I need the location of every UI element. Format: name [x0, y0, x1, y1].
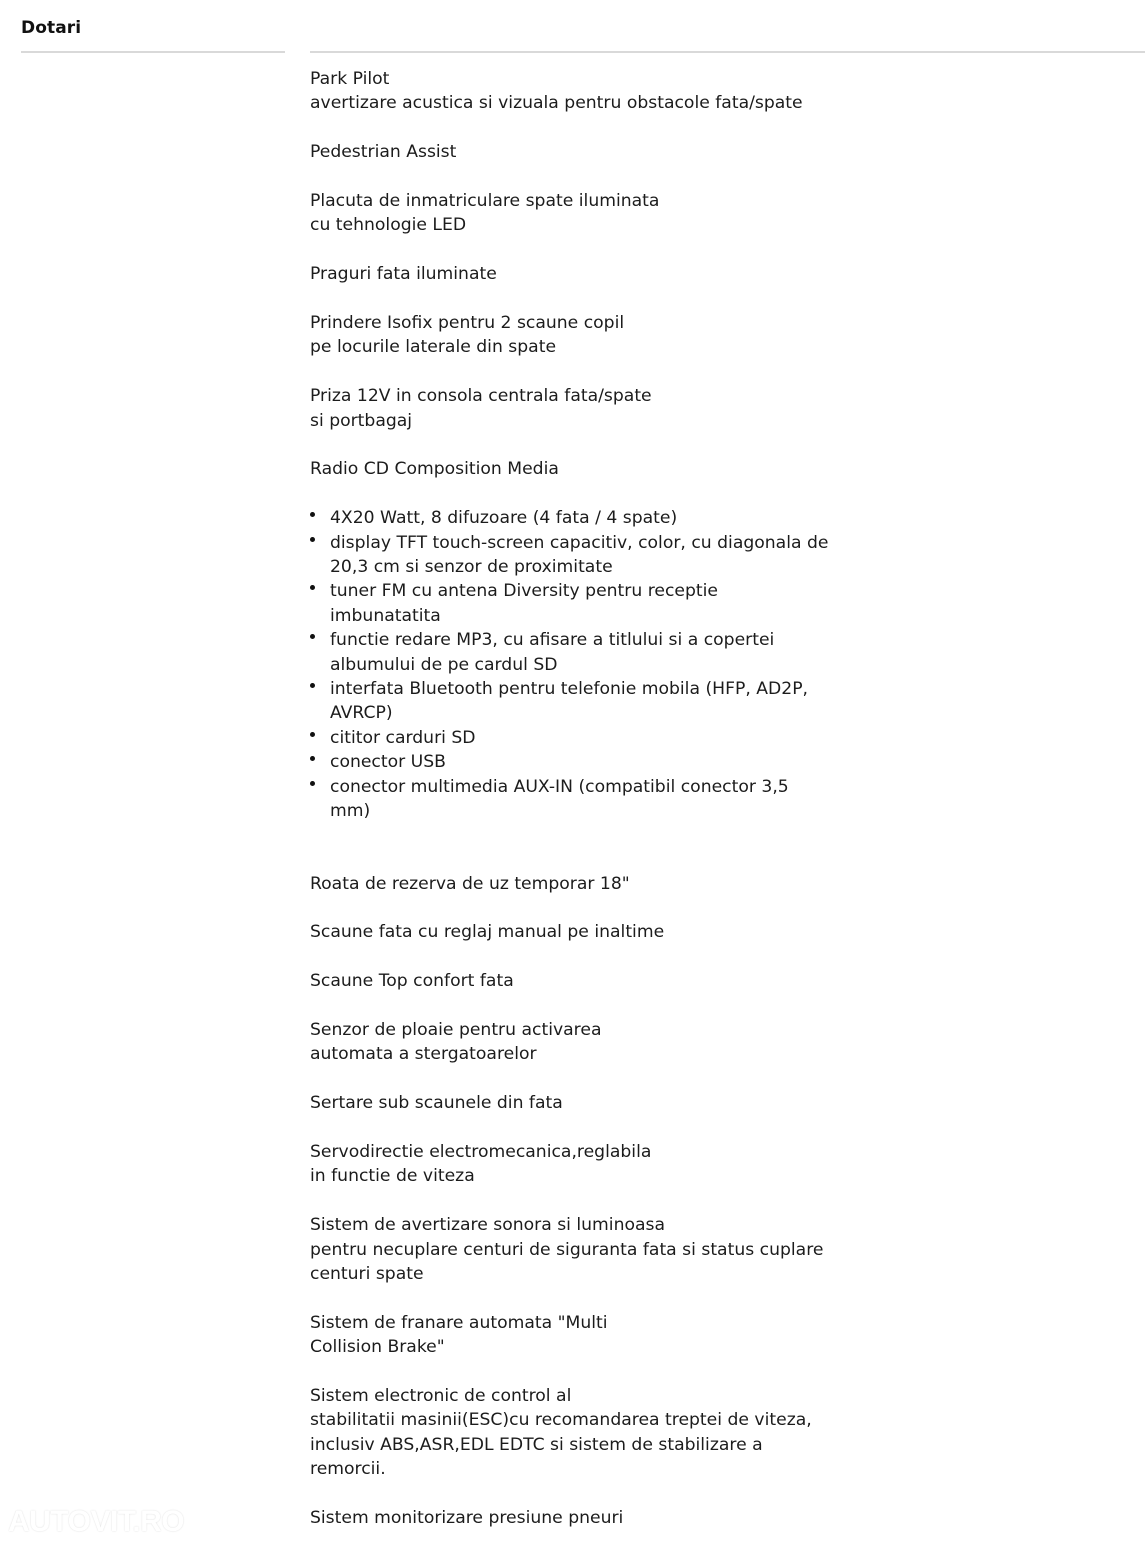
radio-bullet-list: [310, 506, 830, 823]
watermark-logo: AUTOVIT.RO: [8, 1505, 185, 1538]
list-item: conector multimedia AUX-IN (compatibil conector 3,5 mm): [310, 775, 830, 824]
feature-line: Pedestrian Assist: [310, 142, 457, 163]
list-item: display TFT touch-screen capacitiv, color, cu diagonala de 20,3 cm si senzor de proximitate: [310, 531, 830, 580]
feature-line: avertizare acustica si vizuala pentru obstacole fata/spate: [310, 93, 803, 114]
list-item: cititor carduri SD: [310, 726, 830, 750]
feature-spare-wheel: [310, 872, 910, 896]
feature-line: automata a stergatoarelor: [310, 1044, 537, 1065]
feature-line: in functie de viteza: [310, 1166, 475, 1187]
feature-line: Sistem de avertizare sonora si luminoasa: [310, 1215, 665, 1236]
feature-line: Senzor de ploaie pentru activarea: [310, 1019, 602, 1040]
feature-illuminated-sills: [310, 262, 910, 286]
feature-tire-pressure: [310, 1506, 910, 1530]
section-divider-left: [21, 51, 285, 53]
feature-line: Park Pilot: [310, 69, 390, 89]
feature-line: Sistem monitorizare presiune pneuri: [310, 1507, 624, 1528]
feature-line: pentru necuplare centuri de siguranta fata si status cuplare: [310, 1239, 824, 1260]
list-item: conector USB: [310, 750, 830, 774]
feature-line: cu tehnologie LED: [310, 215, 467, 236]
list-item: tuner FM cu antena Diversity pentru receptie imbunatatita: [310, 579, 830, 628]
feature-radio: [310, 457, 910, 823]
feature-line: Scaune Top confort fata: [310, 971, 514, 992]
feature-line: Radio CD Composition Media: [310, 459, 559, 480]
spacer: [310, 482, 910, 506]
feature-line: centuri spate: [310, 1263, 424, 1284]
feature-line: Placuta de inmatriculare spate iluminata: [310, 191, 660, 211]
feature-line: Sistem de franare automata "Multi: [310, 1312, 608, 1333]
feature-line: si portbagaj: [310, 410, 413, 431]
feature-line: inclusiv ABS,ASR,EDL EDTC si sistem de stabilizare a: [310, 1434, 763, 1455]
feature-line: Prindere Isofix pentru 2 scaune copil: [310, 313, 625, 333]
feature-multi-collision-brake: [310, 1311, 910, 1360]
feature-line: Collision Brake": [310, 1337, 445, 1358]
section-title: Dotari: [21, 18, 82, 38]
feature-line: stabilitatii masinii(ESC)cu recomandarea treptei de viteza,: [310, 1410, 812, 1431]
feature-seat-height: [310, 920, 910, 944]
feature-line: pe locurile laterale din spate: [310, 337, 557, 358]
feature-park-pilot: [310, 67, 910, 116]
feature-seat-drawers: [310, 1091, 910, 1115]
feature-line: Sertare sub scaunele din fata: [310, 1093, 563, 1114]
list-item: interfata Bluetooth pentru telefonie mobila (HFP, AD2P, AVRCP): [310, 677, 830, 726]
feature-rain-sensor: [310, 1018, 910, 1067]
section-divider-right: [310, 51, 1145, 53]
equipment-list: [310, 67, 910, 1555]
feature-line: Priza 12V in consola centrala fata/spate: [310, 386, 652, 407]
feature-line: Praguri fata iluminate: [310, 264, 497, 285]
feature-esc: [310, 1384, 910, 1482]
feature-line: Roata de rezerva de uz temporar 18": [310, 873, 630, 894]
feature-12v-socket: [310, 384, 910, 433]
feature-power-steering: [310, 1140, 910, 1189]
feature-line: Scaune fata cu reglaj manual pe inaltime: [310, 922, 665, 943]
feature-seatbelt-warning: [310, 1213, 910, 1286]
feature-pedestrian-assist: [310, 140, 910, 164]
feature-isofix: [310, 311, 910, 360]
list-item: functie redare MP3, cu afisare a titlului si a copertei albumului de pe cardul SD: [310, 628, 830, 677]
feature-license-plate-light: [310, 189, 910, 238]
feature-line: remorcii.: [310, 1459, 386, 1480]
feature-line: Servodirectie electromecanica,reglabila: [310, 1141, 652, 1162]
list-item: 4X20 Watt, 8 difuzoare (4 fata / 4 spate): [310, 506, 830, 530]
feature-top-comfort-seats: [310, 969, 910, 993]
feature-line: Sistem electronic de control al: [310, 1385, 572, 1406]
